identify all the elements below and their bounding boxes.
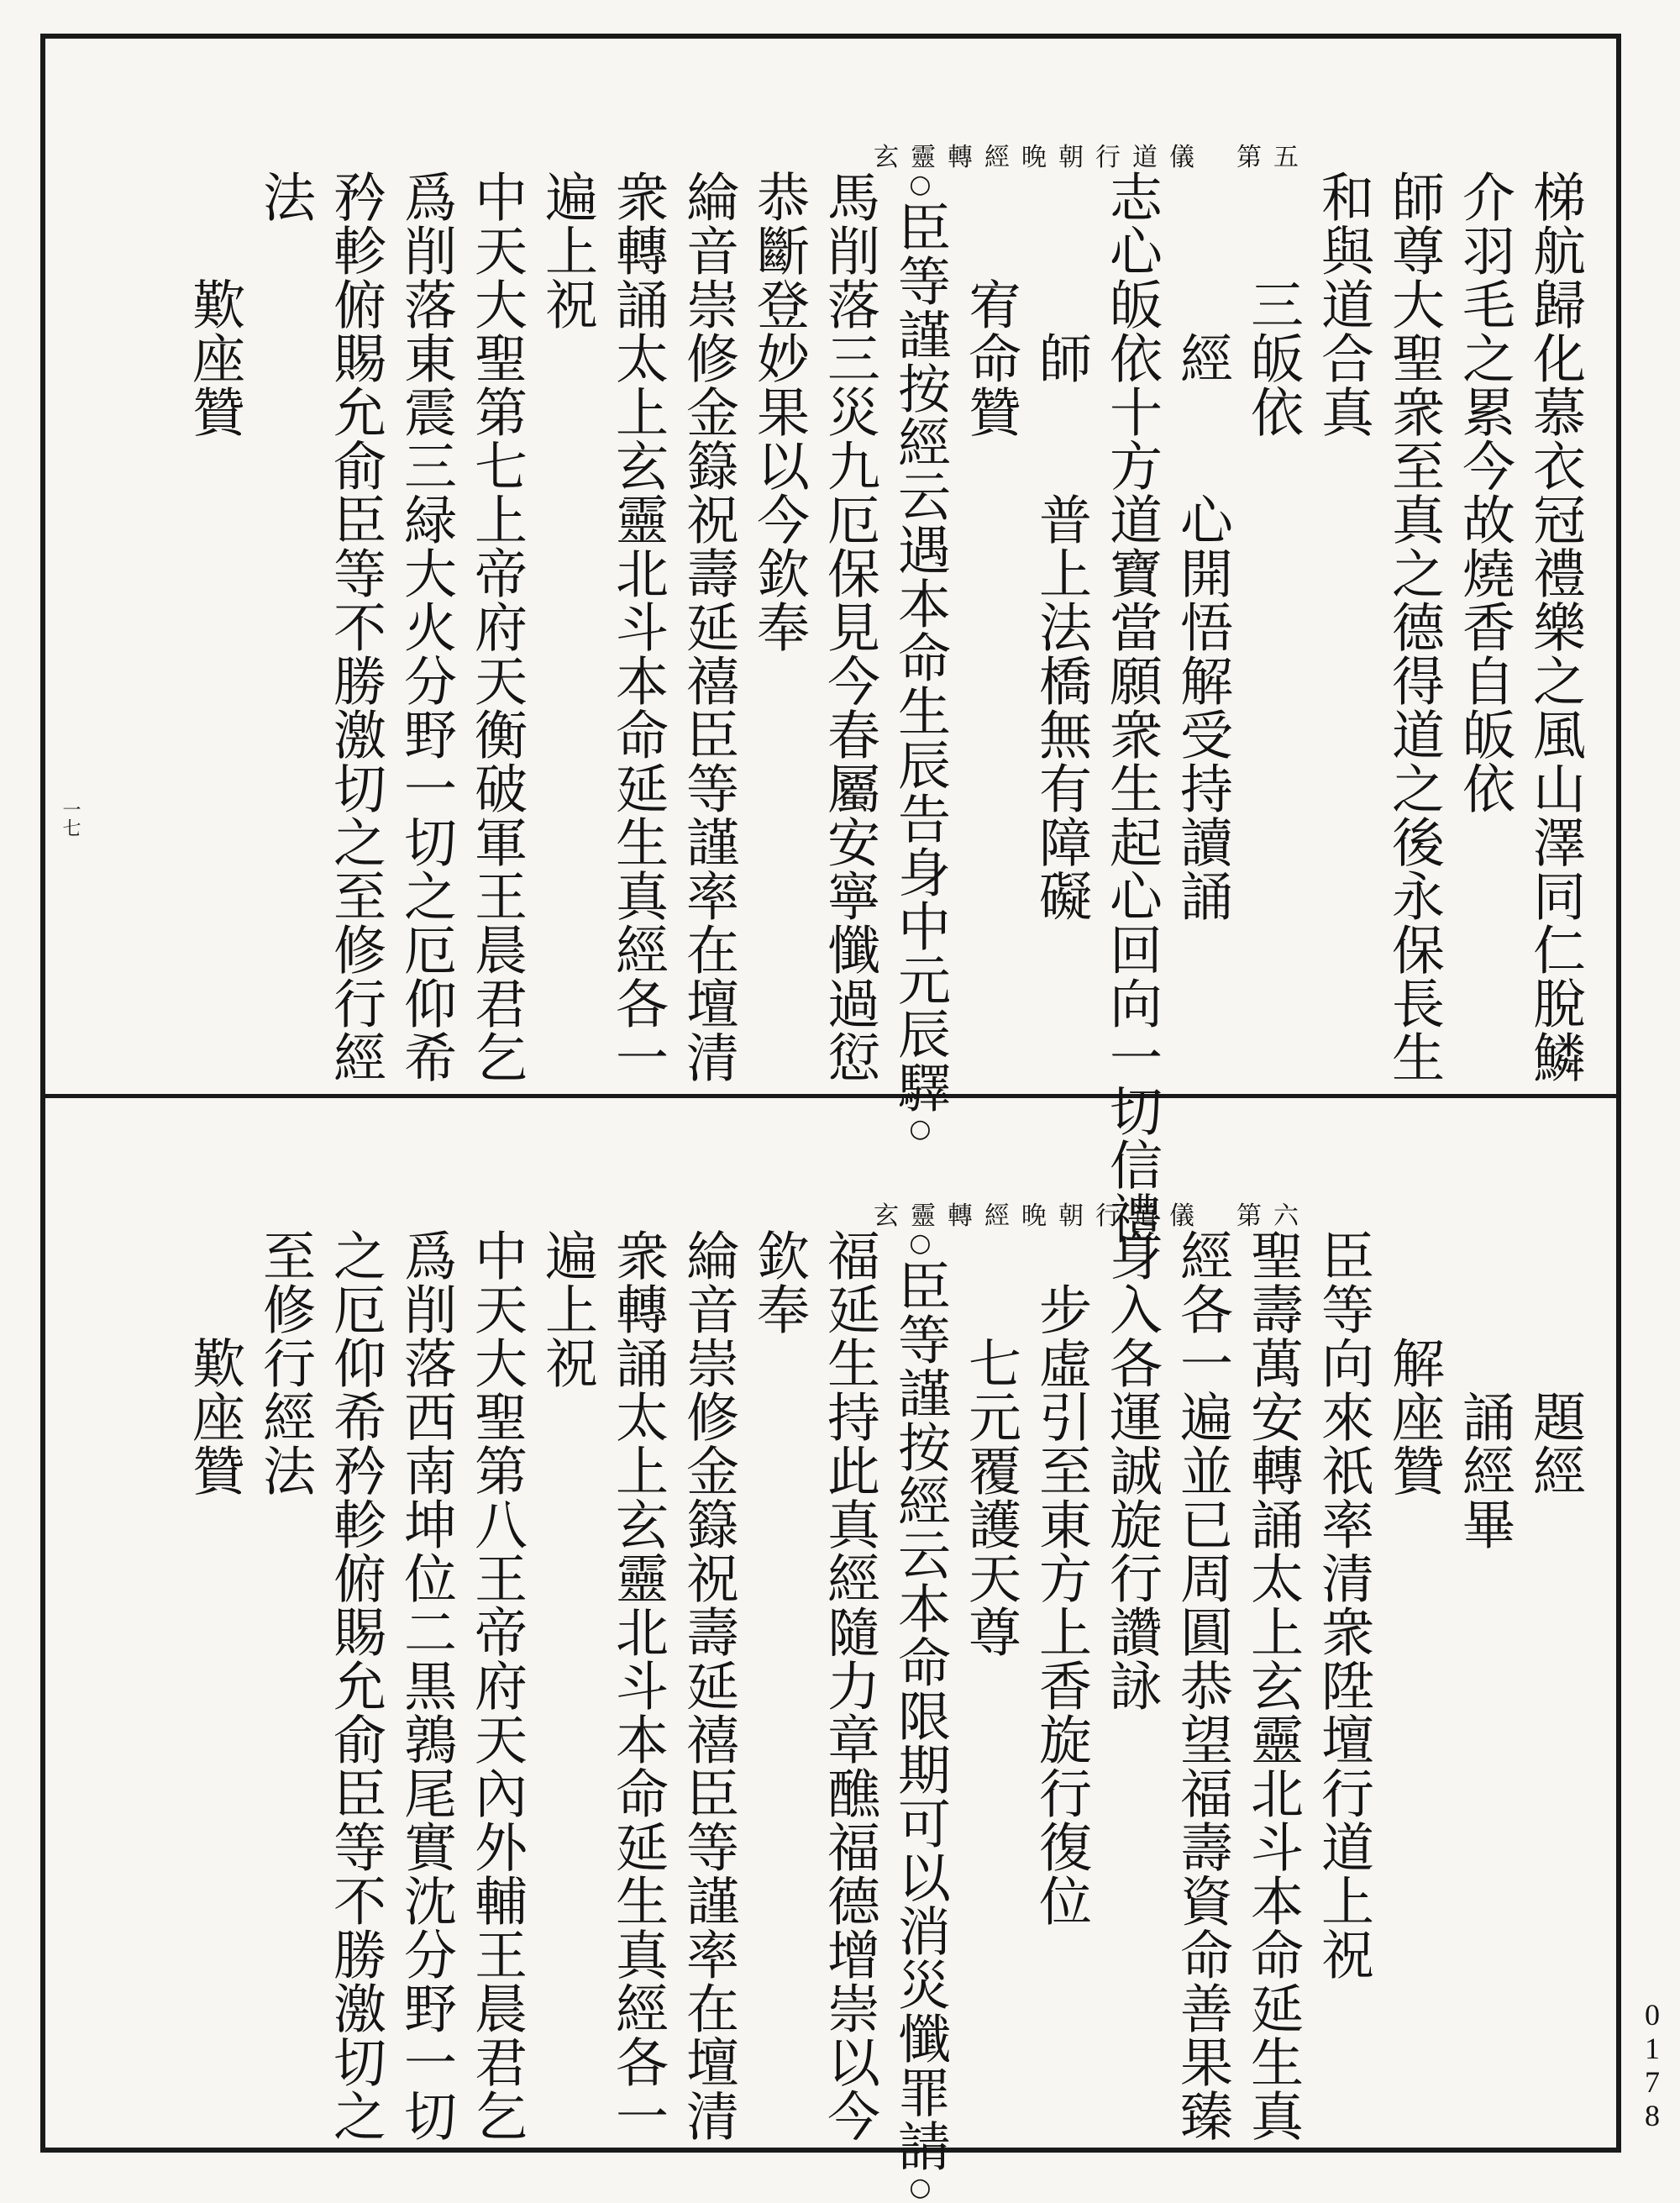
column-text: 題經 bbox=[1525, 1390, 1586, 1497]
text-column bbox=[1525, 1228, 1586, 1497]
column-text: 遍上祝 bbox=[537, 170, 598, 331]
text-column bbox=[466, 170, 528, 1084]
bottom-page-title: 玄靈轉經晚朝行道儀 bbox=[874, 1201, 1206, 1231]
column-text: 至修行經法 bbox=[255, 1228, 316, 1497]
text-column bbox=[325, 1228, 386, 2143]
column-text: 介羽毛之累今故燒香自皈依 bbox=[1454, 170, 1515, 815]
text-column bbox=[1101, 1228, 1163, 1712]
text-column bbox=[1454, 170, 1515, 815]
column-text: 步虛引至東方上香旋行復位 bbox=[1031, 1282, 1092, 1927]
top-page-label: 第五 bbox=[1236, 143, 1310, 172]
column-text: 衆轉誦太上玄靈北斗本命延生真經各一 bbox=[607, 1228, 669, 2143]
column-text: 綸音崇修金籙祝壽延禧臣等謹率在壇清 bbox=[678, 170, 739, 1084]
text-column bbox=[678, 1228, 739, 2143]
circle-mark-icon: ○ bbox=[906, 1114, 935, 1144]
column-text: 經 心開悟解受持讀誦 bbox=[1172, 331, 1233, 923]
text-column bbox=[537, 170, 598, 331]
column-text: 歎座贊 bbox=[184, 1336, 245, 1497]
text-column bbox=[748, 170, 810, 654]
column-text: 馬削落三災九厄保見今春屬安寧懺過愆 bbox=[819, 170, 880, 1084]
column-text: 中天大聖第七上帝府天衡破軍王晨君乞 bbox=[466, 170, 528, 1084]
text-column bbox=[1383, 170, 1445, 1084]
column-text: 師尊大聖衆至真之德得道之後永保長生 bbox=[1383, 170, 1445, 1084]
column-text: 矜軫俯賜允俞臣等不勝激切之至修行經 bbox=[325, 170, 386, 1084]
text-column bbox=[607, 170, 669, 1084]
text-column bbox=[1313, 1228, 1374, 1981]
text-column bbox=[255, 1228, 316, 1497]
column-text: 綸音崇修金籙祝壽延禧臣等謹率在壇清 bbox=[678, 1228, 739, 2143]
column-text: 聖壽萬安轉誦太上玄靈北斗本命延生真 bbox=[1242, 1228, 1304, 2143]
text-column bbox=[748, 1228, 810, 1336]
column-text: 福延生持此真經隨力章醮福德增崇以今 bbox=[819, 1228, 880, 2143]
text-column bbox=[1031, 1228, 1092, 1927]
column-text: 臣等謹按經云遇本命生辰告身中元辰驛 bbox=[890, 200, 951, 1114]
text-column bbox=[607, 1228, 669, 2143]
column-text: 衆轉誦太上玄靈北斗本命延生真經各一 bbox=[607, 170, 669, 1084]
text-column bbox=[1172, 170, 1233, 923]
text-column bbox=[396, 170, 457, 1084]
text-column bbox=[1525, 170, 1586, 1084]
column-text: 誦經畢 bbox=[1454, 1390, 1515, 1551]
column-text: 遍上祝 bbox=[537, 1228, 598, 1390]
text-column bbox=[1101, 170, 1163, 1245]
text-column bbox=[184, 1228, 245, 1497]
text-column bbox=[960, 1228, 1021, 1659]
text-column bbox=[1031, 170, 1092, 923]
text-column bbox=[396, 1228, 457, 2143]
text-column bbox=[1313, 170, 1374, 439]
column-text: 恭斷登妙果以今欽奉 bbox=[748, 170, 810, 654]
bottom-page-label: 第六 bbox=[1236, 1201, 1310, 1231]
circle-mark-icon: ○ bbox=[906, 170, 935, 200]
column-text: 中天大聖第八王帝府天內外輔王晨君乞 bbox=[466, 1228, 528, 2143]
column-text: 七元覆護天尊 bbox=[960, 1336, 1021, 1659]
bottom-page bbox=[50, 1102, 1613, 2203]
column-text: 解座贊 bbox=[1383, 1336, 1445, 1497]
column-text: 三皈依 bbox=[1242, 277, 1304, 439]
top-page-header bbox=[874, 136, 1310, 173]
text-column bbox=[1454, 1228, 1515, 1551]
column-text: 和與道合真 bbox=[1313, 170, 1374, 439]
column-text: 師 普上法橋無有障礙 bbox=[1031, 331, 1092, 923]
text-column bbox=[255, 170, 316, 223]
column-text: 爲削落東震三緑大火分野一切之厄仰希 bbox=[396, 170, 457, 1084]
text-column bbox=[1242, 170, 1304, 439]
bottom-page-header bbox=[874, 1195, 1310, 1232]
column-text: 梯航歸化慕衣冠禮樂之風山澤同仁脫鱗 bbox=[1525, 170, 1586, 1084]
text-column bbox=[184, 170, 245, 439]
text-column bbox=[819, 1228, 880, 2143]
column-text: 宥命贊 bbox=[960, 277, 1021, 439]
text-column bbox=[1242, 1228, 1304, 2143]
column-text: 志心皈依十方道寶當願衆生起心回向一切信禮 bbox=[1101, 170, 1163, 1245]
text-column bbox=[960, 170, 1021, 439]
top-margin-note: 一七 bbox=[60, 800, 81, 837]
text-column bbox=[325, 170, 386, 1084]
circle-mark-icon: ○ bbox=[906, 1228, 935, 1259]
text-column bbox=[890, 1228, 951, 2203]
column-text: 欽奉 bbox=[748, 1228, 810, 1336]
text-column bbox=[466, 1228, 528, 2143]
column-text: 身入各運誠旋行讚詠 bbox=[1101, 1228, 1163, 1712]
column-text: 經各一遍並已周圓恭望福壽資命善果臻 bbox=[1172, 1228, 1233, 2143]
text-column bbox=[1172, 1228, 1233, 2143]
column-text: 爲削落西南坤位二黒鶉尾實沈分野一切 bbox=[396, 1228, 457, 2143]
circle-mark-icon: ○ bbox=[906, 2173, 935, 2203]
text-column bbox=[1383, 1228, 1445, 1497]
text-column bbox=[819, 170, 880, 1084]
column-text: 臣等謹按經云本命限期可以消災懺罪請 bbox=[890, 1259, 951, 2173]
column-text: 歎座贊 bbox=[184, 277, 245, 439]
column-text: 臣等向來祇率清衆陞壇行道上祝 bbox=[1313, 1228, 1374, 1981]
text-column bbox=[890, 170, 951, 1144]
page-number: 0178 bbox=[1635, 1998, 1669, 2132]
text-column bbox=[678, 170, 739, 1084]
column-text: 之厄仰希矜軫俯賜允俞臣等不勝激切之 bbox=[325, 1228, 386, 2143]
column-text: 法 bbox=[255, 170, 316, 223]
top-page-title: 玄靈轉經晚朝行道儀 bbox=[874, 143, 1206, 172]
text-column bbox=[537, 1228, 598, 1390]
page-divider bbox=[40, 1094, 1621, 1098]
